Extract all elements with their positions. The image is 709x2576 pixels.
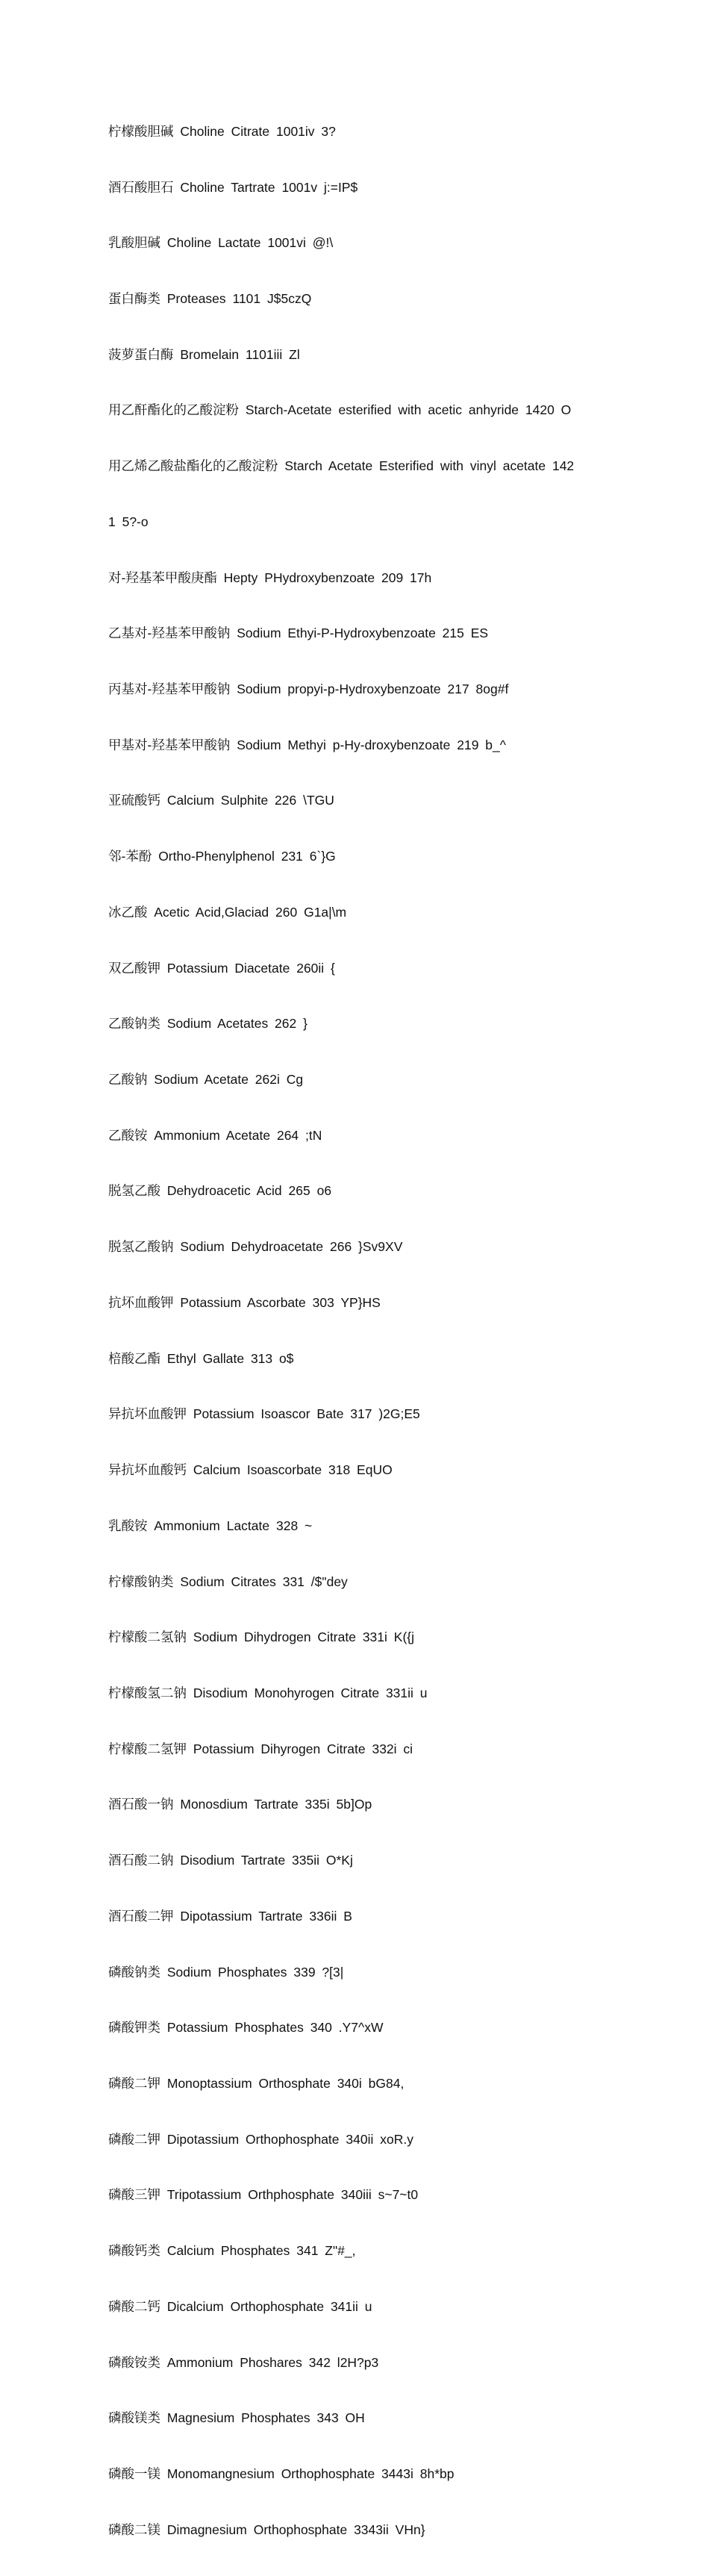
text-line: 磷酸三钾 Tripotassium Orthphosphate 340iii s~7~t0 — [108, 2187, 419, 2203]
text-line: 甲基对-羟基苯甲酸钠 Sodium Methyi p-Hy-droxybenzoate 219 b_^ — [108, 737, 506, 752]
text-line: 乙基对-羟基苯甲酸钠 Sodium Ethyi-P-Hydroxybenzoate 215 ES — [108, 626, 489, 641]
text-line: 冰乙酸 Acetic Acid,Glaciad 260 G1a|\m — [108, 904, 347, 920]
text-line: 1 5?-o — [108, 514, 149, 529]
text-line: 磷酸二钾 Monoptassium Orthosphate 340i bG84, — [108, 2075, 405, 2091]
text-line: 菠萝蛋白酶 Bromelain 1101iii Zl — [108, 346, 300, 362]
text-line: 用乙酐酯化的乙酸淀粉 Starch-Acetate esterified with acetic anhyride 1420 O — [108, 402, 572, 418]
text-line: 磷酸一镁 Monomangnesium Orthophosphate 3443i 8h*bp — [108, 2466, 455, 2481]
text-line: 用乙烯乙酸盐酯化的乙酸淀粉 Starch Acetate Esterified with vinyl acetate 142 — [108, 458, 575, 474]
text-line: 柠檬酸胆碱 Choline Citrate 1001iv 3? — [108, 123, 336, 139]
text-line: 磷酸钾类 Potassium Phosphates 340 .Y7^xW — [108, 2020, 384, 2036]
text-line: 异抗坏血酸钾 Potassium Isoascor Bate 317 )2G;E5 — [108, 1406, 420, 1422]
text-line: 异抗坏血酸钙 Calcium Isoascorbate 318 EqUO — [108, 1462, 393, 1478]
text-line: 磷酸铵类 Ammonium Phoshares 342 l2H?p3 — [108, 2354, 379, 2370]
text-line: 乳酸胆碱 Choline Lactate 1001vi @!\ — [108, 235, 334, 251]
text-line: 柠檬酸二氢钾 Potassium Dihyrogen Citrate 332i ci — [108, 1741, 413, 1756]
text-line: 乙酸钠 Sodium Acetate 262i Cg — [108, 1072, 304, 1088]
text-line: 亚硫酸钙 Calcium Sulphite 226 \TGU — [108, 793, 334, 808]
text-line: 乙酸铵 Ammonium Acetate 264 ;tN — [108, 1127, 322, 1143]
text-line: 脱氢乙酸钠 Sodium Dehydroacetate 266 }Sv9XV — [108, 1239, 403, 1255]
text-line: 乙酸钠类 Sodium Acetates 262 } — [108, 1016, 307, 1032]
text-line: 磷酸二镁 Dimagnesium Orthophosphate 3343ii VHn} — [108, 2522, 425, 2537]
text-line: 磷酸钙类 Calcium Phosphates 341 Z"#_, — [108, 2243, 356, 2259]
text-line: 双乙酸钾 Potassium Diacetate 260ii { — [108, 960, 335, 976]
text-line: 乳酸铵 Ammonium Lactate 328 ~ — [108, 1518, 313, 1533]
text-line: 蛋白酶类 Proteases 1101 J$5czQ — [108, 290, 312, 306]
text-line: 抗坏血酸钾 Potassium Ascorbate 303 YP}HS — [108, 1294, 381, 1310]
text-line: 酒石酸二钠 Disodium Tartrate 335ii O*Kj — [108, 1853, 353, 1868]
text-line: 脱氢乙酸 Dehydroacetic Acid 265 o6 — [108, 1183, 332, 1199]
text-line: 磷酸钠类 Sodium Phosphates 339 ?[3| — [108, 1964, 344, 1980]
text-line: 柠檬酸钠类 Sodium Citrates 331 /$"dey — [108, 1574, 348, 1589]
text-line: 酒石酸一钠 Monosdium Tartrate 335i 5b]Op — [108, 1797, 372, 1812]
text-line: 对-羟基苯甲酸庚酯 Hepty PHydroxybenzoate 209 17h — [108, 570, 432, 585]
text-line: 棓酸乙酯 Ethyl Gallate 313 o$ — [108, 1350, 294, 1366]
text-line: 丙基对-羟基苯甲酸钠 Sodium propyi-p-Hydroxybenzoate 217 8og#f — [108, 682, 509, 696]
text-line: 柠檬酸二氢钠 Sodium Dihydrogen Citrate 331i K({j — [108, 1630, 415, 1645]
text-line: 酒石酸二钾 Dipotassium Tartrate 336ii B — [108, 1908, 352, 1924]
text-line: 邻-苯酚 Ortho-Phenylphenol 231 6`}G — [108, 849, 336, 864]
text-line: 磷酸二钙 Dicalcium Orthophosphate 341ii u — [108, 2298, 372, 2314]
text-line: 磷酸二钾 Dipotassium Orthophosphate 340ii xoR.y — [108, 2131, 413, 2147]
text-line: 柠檬酸氢二钠 Disodium Monohyrogen Citrate 331ii u — [108, 1685, 428, 1700]
text-line: 酒石酸胆石 Choline Tartrate 1001v j:=IP$ — [108, 179, 358, 195]
text-line: 磷酸镁类 Magnesium Phosphates 343 OH — [108, 2410, 365, 2426]
document-body — [108, 85, 605, 2576]
